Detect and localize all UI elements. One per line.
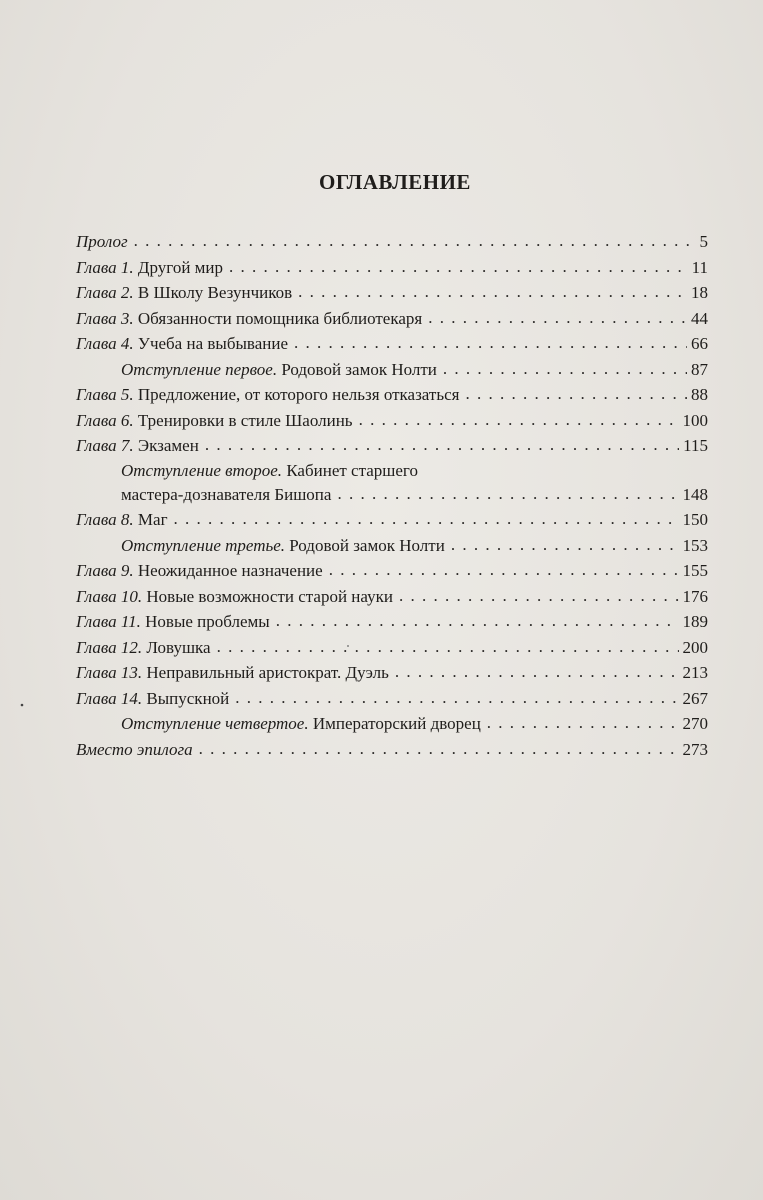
entry-prefix: Глава 8. [76, 510, 134, 529]
entry-prefix: Глава 13. [76, 663, 143, 682]
entry-prefix: Отступление четвертое. [121, 714, 309, 733]
page-number: 155 [682, 561, 708, 580]
page-title: ОГЛАВЛЕНИЕ [319, 170, 471, 194]
entry-prefix: Глава 12. [76, 637, 143, 657]
entry-title: Экзамен [133, 436, 199, 455]
entry-title: В Школу Везунчиков [133, 283, 293, 302]
entry-title: Неправильный аристократ. Дуэль [142, 663, 389, 682]
page-number: 5 [699, 232, 708, 251]
entry-title: Другой мир [133, 257, 224, 277]
entry-prefix: Пролог [76, 232, 128, 251]
entry-prefix: Глава 6. [76, 410, 134, 430]
page-number: 88 [691, 385, 708, 404]
page-number: 148 [682, 484, 708, 504]
entry-prefix: Глава 5. [76, 385, 134, 404]
entry-title: Ловушка [142, 637, 211, 657]
page-number: 150 [682, 510, 708, 529]
page-number: 153 [682, 535, 708, 555]
page-number: 189 [682, 612, 708, 631]
entry-title: Родовой замок Нолти [277, 359, 437, 379]
page-number: 213 [682, 663, 708, 682]
entry-prefix: Глава 1. [76, 257, 134, 277]
page-number: 270 [682, 714, 708, 733]
entry-prefix: Глава 3. [76, 308, 134, 328]
entry-prefix: Отступление второе. [121, 460, 283, 480]
page-number: 176 [682, 586, 708, 606]
entry-prefix: Глава 14. [76, 688, 143, 708]
page-number: 267 [682, 688, 708, 708]
page-number: 18 [691, 283, 708, 302]
ink-speck [347, 645, 349, 647]
entry-prefix: Глава 4. [76, 334, 134, 353]
entry-title: Императорский дворец [308, 714, 481, 733]
entry-title: Новые возможности старой науки [142, 586, 393, 606]
page-number: 66 [691, 334, 708, 353]
entry-prefix: Вместо эпилога [76, 739, 193, 759]
page-number: 87 [691, 359, 708, 379]
entry-title: Родовой замок Нолти [285, 535, 445, 555]
entry-title: Неожиданное назначение [133, 561, 323, 580]
entry-title: Маг [133, 510, 168, 529]
page-number: 273 [682, 739, 708, 759]
entry-title: Кабинет старшего [282, 460, 418, 480]
entry-title-continued: мастера-дознавателя Бишопа [121, 484, 332, 504]
entry-prefix: Глава 2. [76, 283, 134, 302]
entry-title: Предложение, от которого нельзя отказаться [133, 385, 460, 404]
entry-prefix: Глава 7. [76, 436, 134, 455]
page-number: 11 [691, 257, 708, 277]
entry-title: Тренировки в стиле Шаолинь [133, 410, 353, 430]
page-number: 200 [682, 637, 708, 657]
entry-title: Учеба на выбывание [133, 334, 288, 353]
entry-prefix: Глава 11. [76, 612, 141, 631]
page-number: 44 [691, 308, 708, 328]
page-number: 100 [682, 410, 708, 430]
entry-prefix: Глава 9. [76, 561, 134, 580]
entry-prefix: Глава 10. [76, 586, 143, 606]
page-number: 115 [683, 436, 708, 455]
entry-title: Выпускной [142, 688, 230, 708]
entry-prefix: Отступление первое. [121, 359, 278, 379]
entry-title: Новые проблемы [140, 612, 270, 631]
ink-speck [21, 704, 24, 707]
entry-title: Обязанности помощника библиотекаря [133, 308, 423, 328]
entry-prefix: Отступление третье. [121, 535, 286, 555]
